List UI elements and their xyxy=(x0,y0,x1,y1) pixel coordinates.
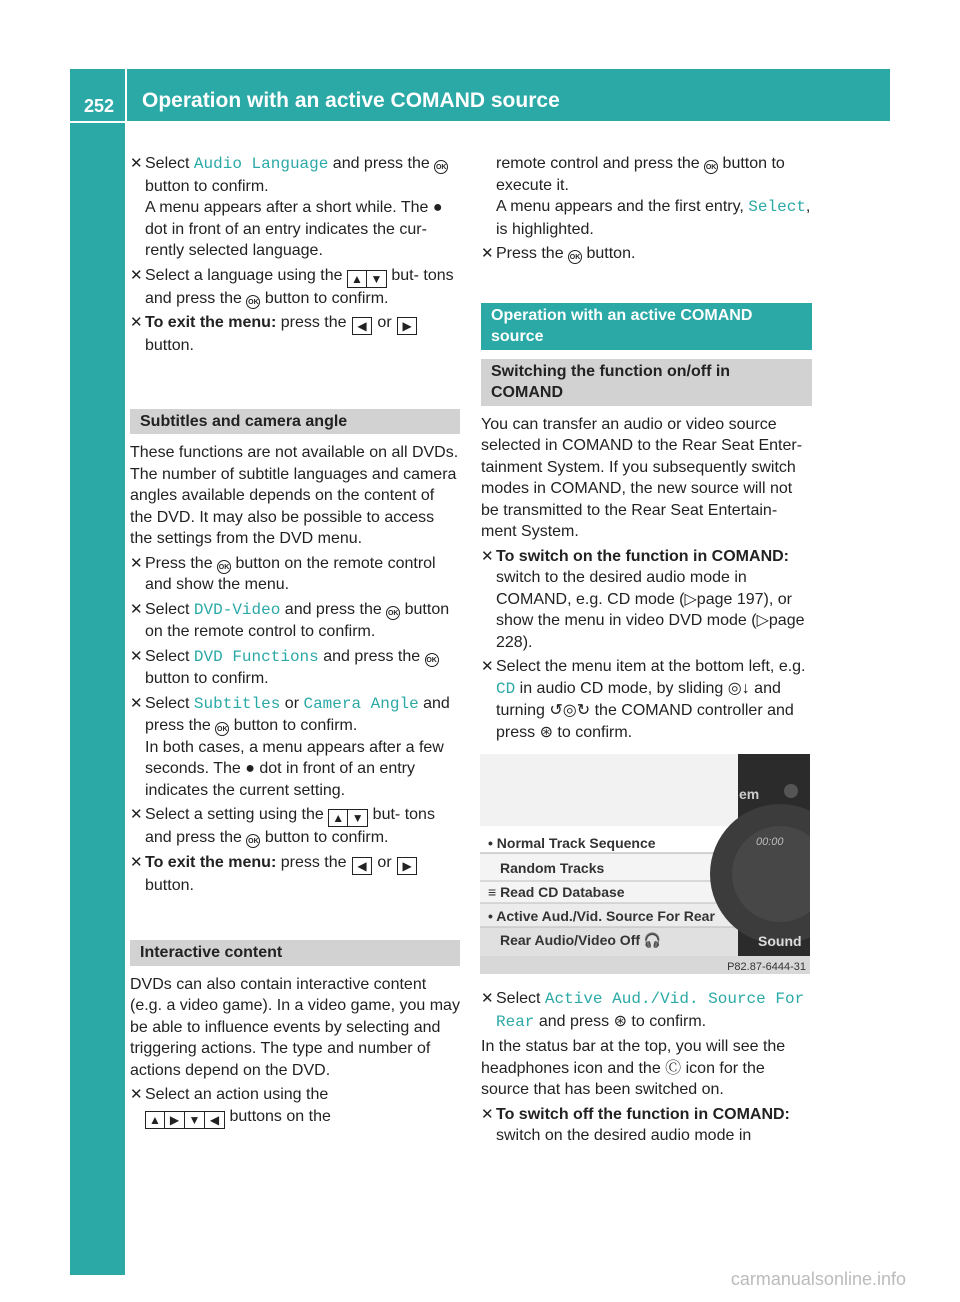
step-arrow-icon: ✕ xyxy=(130,600,143,618)
up-down-keys xyxy=(347,270,387,288)
left-key-icon: ◀ xyxy=(205,1111,225,1129)
subtitles-paragraph: These functions are not available on all DVDs. The number of subtitle languages and camera angles available depends on the content of the DVD. It may also be possible to access the settings from the DVD menu. xyxy=(130,444,459,547)
sound-button[interactable]: Sound xyxy=(758,933,802,949)
step-switch-on: ✕ To switch on the function in COMAND: switch to the desired audio mode in COMAND, e.g. CD mode (▷page 197), or show the menu in video DVD mode (▷page 228). xyxy=(481,547,805,651)
step-arrow-icon: ✕ xyxy=(481,547,494,565)
step-arrow-icon: ✕ xyxy=(481,245,494,262)
dot-icon: ● xyxy=(432,199,443,216)
step-arrow-icon: ✕ xyxy=(130,155,143,172)
step-arrow-icon: ✕ xyxy=(130,266,143,284)
section-subtitles: Subtitles and camera angle xyxy=(130,409,460,435)
section-operation-active-comand: Operation with an active COMAND source xyxy=(481,303,812,350)
right-column xyxy=(481,153,812,1150)
step-select-language: ✕ Select a language using the ▲ ▼ but- tons and press the OK button to confirm. xyxy=(130,266,454,307)
step-arrow-icon: ✕ xyxy=(130,806,143,823)
ok-button-icon: OK xyxy=(217,560,231,574)
step-select-dvd-functions: ✕ Select DVD Functions and press the OK button to confirm. xyxy=(130,647,437,687)
step-exit-menu-2: ✕ To exit the menu: press the ◀ or ▶ button. xyxy=(130,852,460,897)
step-press-ok-remote: ✕ Press the OK button on the remote control and show the menu. xyxy=(130,554,436,593)
step-exit-menu: ✕ To exit the menu: press the ◀ or ▶ button. xyxy=(130,312,460,357)
down-key-icon: ▼ xyxy=(348,809,368,827)
step-select-menu-item: ✕ Select the menu item at the bottom left, e.g. CD in audio CD mode, by sliding ◎↓ and turning ↺◎↻ the COMAND controller and press ⊛ to confirm. xyxy=(481,658,806,741)
menu-item-read-cd-database[interactable]: ≡ Read CD Database xyxy=(488,884,625,900)
down-key-icon: ▼ xyxy=(185,1111,205,1129)
section-switching-function: Switching the function on/off in COMAND xyxy=(481,359,812,406)
up-down-keys xyxy=(328,809,368,827)
side-time: 00:00 xyxy=(756,836,784,848)
cd-icon: Ⓒ xyxy=(665,1059,682,1077)
direction-keys xyxy=(145,1111,225,1129)
step-select-dvd-video: ✕ Select DVD-Video and press the OK button on the remote control to confirm. xyxy=(130,600,450,640)
ok-button-icon: OK xyxy=(215,722,229,736)
step-select-action: ✕ Select an action using the ▲ ▶ ▼ ◀ buttons on the xyxy=(130,1086,331,1127)
headphones-icon: 🎧 xyxy=(643,932,662,948)
page-title: Operation with an active COMAND source xyxy=(142,89,560,112)
ok-button-icon: OK xyxy=(568,250,582,264)
controller-turn-icon: ↺◎↻ xyxy=(549,702,591,719)
figure-code: P82.87-6444-31 xyxy=(727,961,806,973)
step-arrow-icon: ✕ xyxy=(481,990,494,1007)
step-select-setting: ✕ Select a setting using the ▲ ▼ but- tons and press the OK button to confirm. xyxy=(130,806,435,846)
step-select-active-source: ✕ Select Active Aud./Vid. Source For Rear and press ⊛ to confirm. xyxy=(481,990,805,1031)
menu-item-active-source[interactable]: • Active Aud./Vid. Source For Rear xyxy=(488,908,715,924)
right-key-icon: ▶ xyxy=(397,317,417,335)
continued-text: remote control and press the OK button to execute it. A menu appears and the first entry, Select, is highlighted. xyxy=(496,155,811,238)
menu-item-rear-off[interactable]: Rear Audio/Video Off 🎧 xyxy=(500,932,662,948)
step-arrow-icon: ✕ xyxy=(481,1105,494,1123)
page-ref-icon: ▷ xyxy=(684,590,697,608)
ok-button-icon: OK xyxy=(704,160,718,174)
chapter-title: Rear Seat Entertainment System xyxy=(86,437,110,763)
right-key-icon: ▶ xyxy=(397,857,417,875)
status-paragraph: In the status bar at the top, you will see the headphones icon and the Ⓒ icon for the source that has been switched on. xyxy=(481,1038,786,1098)
interactive-paragraph: DVDs can also contain interactive content (e.g. a video game). In a video game, you may be able to influence events by selecting and triggering actions. The type and number of actions depend on the DVD. xyxy=(130,975,460,1079)
controller-press-icon: ⊛ xyxy=(613,1012,627,1030)
up-key-icon: ▲ xyxy=(328,809,348,827)
ok-button-icon: OK xyxy=(434,160,448,174)
right-key-icon: ▶ xyxy=(165,1111,185,1129)
menu-item-normal-track[interactable]: • Normal Track Sequence xyxy=(488,835,656,851)
step-press-ok: ✕ Press the OK button. xyxy=(481,243,812,265)
side-label-top: em xyxy=(739,786,760,802)
up-key-icon: ▲ xyxy=(347,270,367,288)
switch-paragraph: You can transfer an audio or video source selected in COMAND to the Rear Seat Enter- tainment System. If you subsequently switch modes in COMAND, the new source will not be transmitted to the Rear Seat Entertain- ment System. xyxy=(481,415,803,540)
page-number: 252 xyxy=(84,96,115,116)
step-arrow-icon: ✕ xyxy=(130,314,143,331)
dot-icon: ● xyxy=(245,760,255,777)
step-arrow-icon: ✕ xyxy=(130,1086,143,1103)
up-key-icon: ▲ xyxy=(145,1111,165,1129)
step-select-audio-language: ✕ Select Audio Language and press the OK button to confirm. A menu appears after a short while. The ● dot in front of an entry indicates the cur- rently selected language. xyxy=(130,155,447,259)
ok-button-icon: OK xyxy=(246,295,260,309)
controller-press-icon: ⊛ xyxy=(539,723,553,741)
step-select-subtitles: ✕ Select Subtitles or Camera Angle and press the OK button to confirm. In both cases, a menu appears after a few seconds. The ● dot in front of an entry indicates the current setting. xyxy=(130,694,450,799)
left-column xyxy=(130,153,460,1132)
ok-button-icon: OK xyxy=(425,653,439,667)
comand-screenshot xyxy=(480,754,810,974)
footer-watermark: carmanualsonline.info xyxy=(730,1268,906,1289)
step-arrow-icon: ✕ xyxy=(130,694,143,712)
step-switch-off: ✕ To switch off the function in COMAND: switch on the desired audio mode in xyxy=(481,1105,790,1144)
controller-slide-down-icon: ◎↓ xyxy=(727,679,750,697)
left-key-icon: ◀ xyxy=(352,317,372,335)
left-key-icon: ◀ xyxy=(352,857,372,875)
menu-item-random-tracks[interactable]: Random Tracks xyxy=(500,860,605,876)
page-ref-icon: ▷ xyxy=(756,612,769,629)
step-arrow-icon: ✕ xyxy=(130,554,143,572)
step-arrow-icon: ✕ xyxy=(130,647,143,665)
down-key-icon: ▼ xyxy=(367,270,387,288)
step-arrow-icon: ✕ xyxy=(481,658,494,675)
ok-button-icon: OK xyxy=(386,606,400,620)
section-interactive: Interactive content xyxy=(130,940,460,966)
step-arrow-icon: ✕ xyxy=(130,853,143,871)
ok-button-icon: OK xyxy=(246,834,260,848)
